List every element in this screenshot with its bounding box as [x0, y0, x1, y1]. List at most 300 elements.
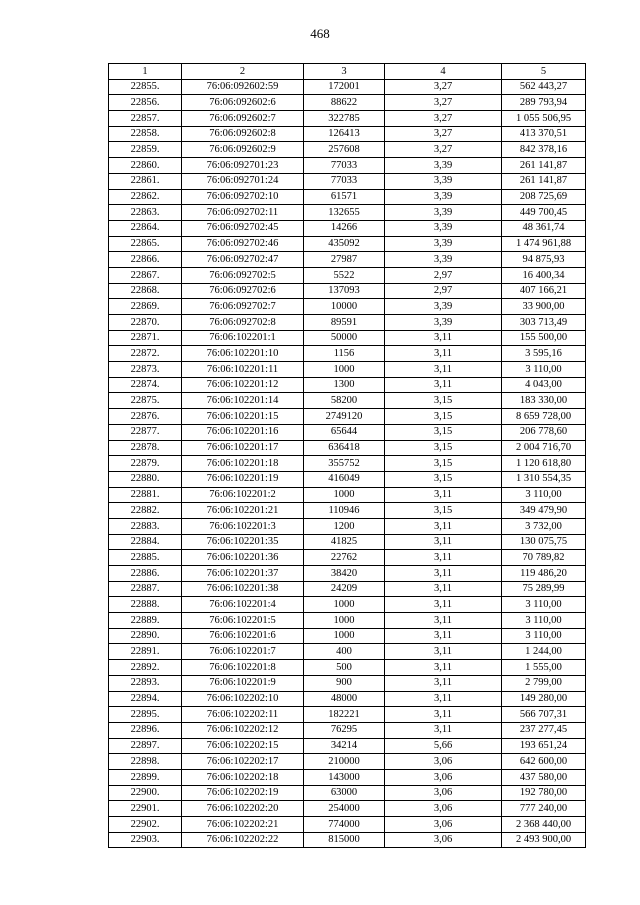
table-row: [109, 409, 586, 425]
cadastral-number-cell: 76:06:102201:14: [182, 393, 304, 409]
rate-cell: 3,11: [385, 691, 502, 707]
row-number-cell: 22871.: [109, 330, 182, 346]
cadastral-number-cell: 76:06:102201:5: [182, 613, 304, 629]
row-number-cell: 22897.: [109, 738, 182, 754]
table-row: [109, 785, 586, 801]
cadastral-number-cell: 76:06:092702:47: [182, 252, 304, 268]
row-number-cell: 22899.: [109, 769, 182, 785]
row-number-cell: 22885.: [109, 550, 182, 566]
value-cell: 261 141,87: [502, 158, 586, 174]
rate-cell: 3,15: [385, 456, 502, 472]
value-cell: 2 799,00: [502, 675, 586, 691]
area-cell: 636418: [304, 440, 385, 456]
table-row: [109, 283, 586, 299]
table-row: [109, 236, 586, 252]
rate-cell: 2,97: [385, 283, 502, 299]
value-cell: 349 479,90: [502, 503, 586, 519]
table-row: [109, 111, 586, 127]
cadastral-number-cell: 76:06:102201:36: [182, 550, 304, 566]
value-cell: 1 244,00: [502, 644, 586, 660]
cadastral-number-cell: 76:06:102201:9: [182, 675, 304, 691]
table-row: [109, 754, 586, 770]
table-row: [109, 173, 586, 189]
rate-cell: 3,39: [385, 299, 502, 315]
table-row: [109, 95, 586, 111]
rate-cell: 3,11: [385, 346, 502, 362]
area-cell: 182221: [304, 707, 385, 723]
value-cell: 566 707,31: [502, 707, 586, 723]
row-number-cell: 22879.: [109, 456, 182, 472]
area-cell: 172001: [304, 79, 385, 95]
area-cell: 416049: [304, 471, 385, 487]
table-row: [109, 330, 586, 346]
value-cell: 75 289,99: [502, 581, 586, 597]
area-cell: 1200: [304, 518, 385, 534]
row-number-cell: 22896.: [109, 722, 182, 738]
area-cell: 65644: [304, 424, 385, 440]
column-header-5: 5: [502, 64, 586, 80]
table-row: [109, 581, 586, 597]
cadastral-number-cell: 76:06:102201:18: [182, 456, 304, 472]
row-number-cell: 22872.: [109, 346, 182, 362]
area-cell: 500: [304, 660, 385, 676]
table-row: [109, 597, 586, 613]
value-cell: 1 474 961,88: [502, 236, 586, 252]
cadastral-number-cell: 76:06:102201:12: [182, 377, 304, 393]
row-number-cell: 22863.: [109, 205, 182, 221]
table-row: [109, 346, 586, 362]
rate-cell: 3,11: [385, 722, 502, 738]
row-number-cell: 22891.: [109, 644, 182, 660]
area-cell: 435092: [304, 236, 385, 252]
value-cell: 842 378,16: [502, 142, 586, 158]
rate-cell: 3,06: [385, 801, 502, 817]
area-cell: 1000: [304, 613, 385, 629]
row-number-cell: 22855.: [109, 79, 182, 95]
area-cell: 63000: [304, 785, 385, 801]
table-row: [109, 79, 586, 95]
cadastral-value-table: [108, 63, 586, 848]
rate-cell: 3,06: [385, 832, 502, 848]
table-row: [109, 126, 586, 142]
area-cell: 14266: [304, 220, 385, 236]
rate-cell: 3,27: [385, 126, 502, 142]
cadastral-number-cell: 76:06:092702:5: [182, 267, 304, 283]
rate-cell: 3,39: [385, 252, 502, 268]
rate-cell: 3,11: [385, 377, 502, 393]
table-row: [109, 220, 586, 236]
value-cell: 3 110,00: [502, 597, 586, 613]
cadastral-number-cell: 76:06:102202:20: [182, 801, 304, 817]
area-cell: 137093: [304, 283, 385, 299]
table-row: [109, 205, 586, 221]
rate-cell: 3,15: [385, 424, 502, 440]
value-cell: 642 600,00: [502, 754, 586, 770]
value-cell: 289 793,94: [502, 95, 586, 111]
cadastral-number-cell: 76:06:092602:6: [182, 95, 304, 111]
rate-cell: 3,15: [385, 393, 502, 409]
table-row: [109, 267, 586, 283]
table-row: [109, 675, 586, 691]
value-cell: 3 110,00: [502, 362, 586, 378]
value-cell: 449 700,45: [502, 205, 586, 221]
cadastral-number-cell: 76:06:102201:3: [182, 518, 304, 534]
value-cell: 208 725,69: [502, 189, 586, 205]
area-cell: 89591: [304, 315, 385, 331]
table-row: [109, 722, 586, 738]
row-number-cell: 22892.: [109, 660, 182, 676]
row-number-cell: 22867.: [109, 267, 182, 283]
area-cell: 143000: [304, 769, 385, 785]
cadastral-number-cell: 76:06:092701:23: [182, 158, 304, 174]
table-row: [109, 362, 586, 378]
area-cell: 1000: [304, 487, 385, 503]
table-row: [109, 550, 586, 566]
row-number-cell: 22883.: [109, 518, 182, 534]
rate-cell: 3,06: [385, 769, 502, 785]
row-number-cell: 22900.: [109, 785, 182, 801]
cadastral-number-cell: 76:06:102201:38: [182, 581, 304, 597]
table-row: [109, 393, 586, 409]
table-row: [109, 471, 586, 487]
row-number-cell: 22864.: [109, 220, 182, 236]
value-cell: 3 732,00: [502, 518, 586, 534]
value-cell: 16 400,34: [502, 267, 586, 283]
rate-cell: 3,15: [385, 409, 502, 425]
value-cell: 1 310 554,35: [502, 471, 586, 487]
rate-cell: 3,39: [385, 189, 502, 205]
table-row: [109, 801, 586, 817]
cadastral-number-cell: 76:06:092602:7: [182, 111, 304, 127]
cadastral-number-cell: 76:06:092602:8: [182, 126, 304, 142]
cadastral-number-cell: 76:06:092702:11: [182, 205, 304, 221]
column-number-header-row: [109, 64, 586, 80]
value-cell: 437 580,00: [502, 769, 586, 785]
area-cell: 76295: [304, 722, 385, 738]
area-cell: 900: [304, 675, 385, 691]
row-number-cell: 22887.: [109, 581, 182, 597]
row-number-cell: 22886.: [109, 566, 182, 582]
area-cell: 110946: [304, 503, 385, 519]
row-number-cell: 22895.: [109, 707, 182, 723]
row-number-cell: 22882.: [109, 503, 182, 519]
value-cell: 33 900,00: [502, 299, 586, 315]
cadastral-number-cell: 76:06:102202:18: [182, 769, 304, 785]
value-cell: 261 141,87: [502, 173, 586, 189]
area-cell: 1300: [304, 377, 385, 393]
rate-cell: 3,27: [385, 142, 502, 158]
cadastral-number-cell: 76:06:102202:11: [182, 707, 304, 723]
rate-cell: 3,11: [385, 487, 502, 503]
rate-cell: 3,15: [385, 471, 502, 487]
row-number-cell: 22902.: [109, 817, 182, 833]
value-cell: 70 789,82: [502, 550, 586, 566]
table-row: [109, 456, 586, 472]
table-row: [109, 660, 586, 676]
column-header-3: 3: [304, 64, 385, 80]
cadastral-number-cell: 76:06:102201:37: [182, 566, 304, 582]
value-cell: 3 110,00: [502, 613, 586, 629]
cadastral-number-cell: 76:06:102201:10: [182, 346, 304, 362]
rate-cell: 3,39: [385, 236, 502, 252]
row-number-cell: 22875.: [109, 393, 182, 409]
cadastral-number-cell: 76:06:102201:17: [182, 440, 304, 456]
table-row: [109, 189, 586, 205]
cadastral-number-cell: 76:06:102201:8: [182, 660, 304, 676]
table-row: [109, 707, 586, 723]
rate-cell: 3,39: [385, 220, 502, 236]
value-cell: 2 368 440,00: [502, 817, 586, 833]
area-cell: 22762: [304, 550, 385, 566]
rate-cell: 3,06: [385, 785, 502, 801]
area-cell: 27987: [304, 252, 385, 268]
area-cell: 24209: [304, 581, 385, 597]
area-cell: 77033: [304, 173, 385, 189]
value-cell: 1 555,00: [502, 660, 586, 676]
rate-cell: 3,39: [385, 205, 502, 221]
cadastral-number-cell: 76:06:102202:15: [182, 738, 304, 754]
rate-cell: 5,66: [385, 738, 502, 754]
cadastral-number-cell: 76:06:102202:22: [182, 832, 304, 848]
table-row: [109, 769, 586, 785]
area-cell: 815000: [304, 832, 385, 848]
cadastral-number-cell: 76:06:102201:1: [182, 330, 304, 346]
rate-cell: 3,39: [385, 158, 502, 174]
table-row: [109, 832, 586, 848]
column-header-4: 4: [385, 64, 502, 80]
rate-cell: 3,11: [385, 534, 502, 550]
area-cell: 774000: [304, 817, 385, 833]
row-number-cell: 22859.: [109, 142, 182, 158]
rate-cell: 3,11: [385, 707, 502, 723]
rate-cell: 3,27: [385, 79, 502, 95]
cadastral-number-cell: 76:06:102201:15: [182, 409, 304, 425]
cadastral-number-cell: 76:06:092702:8: [182, 315, 304, 331]
value-cell: 155 500,00: [502, 330, 586, 346]
rate-cell: 3,11: [385, 330, 502, 346]
value-cell: 2 004 716,70: [502, 440, 586, 456]
row-number-cell: 22876.: [109, 409, 182, 425]
rate-cell: 3,11: [385, 362, 502, 378]
row-number-cell: 22877.: [109, 424, 182, 440]
rate-cell: 3,11: [385, 566, 502, 582]
cadastral-number-cell: 76:06:102202:19: [182, 785, 304, 801]
row-number-cell: 22903.: [109, 832, 182, 848]
row-number-cell: 22866.: [109, 252, 182, 268]
rate-cell: 3,15: [385, 503, 502, 519]
area-cell: 257608: [304, 142, 385, 158]
area-cell: 126413: [304, 126, 385, 142]
row-number-cell: 22860.: [109, 158, 182, 174]
value-cell: 4 043,00: [502, 377, 586, 393]
rate-cell: 3,39: [385, 315, 502, 331]
cadastral-number-cell: 76:06:102201:21: [182, 503, 304, 519]
area-cell: 355752: [304, 456, 385, 472]
rate-cell: 3,11: [385, 550, 502, 566]
cadastral-number-cell: 76:06:102202:17: [182, 754, 304, 770]
row-number-cell: 22868.: [109, 283, 182, 299]
cadastral-number-cell: 76:06:092702:46: [182, 236, 304, 252]
value-cell: 407 166,21: [502, 283, 586, 299]
cadastral-number-cell: 76:06:092602:9: [182, 142, 304, 158]
value-cell: 193 651,24: [502, 738, 586, 754]
row-number-cell: 22874.: [109, 377, 182, 393]
table-row: [109, 613, 586, 629]
area-cell: 77033: [304, 158, 385, 174]
area-cell: 322785: [304, 111, 385, 127]
area-cell: 2749120: [304, 409, 385, 425]
rate-cell: 3,27: [385, 111, 502, 127]
row-number-cell: 22884.: [109, 534, 182, 550]
table-row: [109, 503, 586, 519]
value-cell: 2 493 900,00: [502, 832, 586, 848]
row-number-cell: 22901.: [109, 801, 182, 817]
rate-cell: 3,39: [385, 173, 502, 189]
rate-cell: 3,11: [385, 613, 502, 629]
rate-cell: 3,11: [385, 628, 502, 644]
table-row: [109, 644, 586, 660]
cadastral-number-cell: 76:06:102201:35: [182, 534, 304, 550]
value-cell: 48 361,74: [502, 220, 586, 236]
area-cell: 254000: [304, 801, 385, 817]
value-cell: 562 443,27: [502, 79, 586, 95]
value-cell: 303 713,49: [502, 315, 586, 331]
cadastral-number-cell: 76:06:092602:59: [182, 79, 304, 95]
table-row: [109, 299, 586, 315]
table-row: [109, 738, 586, 754]
rate-cell: 3,11: [385, 660, 502, 676]
row-number-cell: 22858.: [109, 126, 182, 142]
table-row: [109, 817, 586, 833]
rate-cell: 3,11: [385, 644, 502, 660]
area-cell: 58200: [304, 393, 385, 409]
area-cell: 48000: [304, 691, 385, 707]
value-cell: 237 277,45: [502, 722, 586, 738]
cadastral-number-cell: 76:06:102202:21: [182, 817, 304, 833]
row-number-cell: 22870.: [109, 315, 182, 331]
rate-cell: 3,15: [385, 440, 502, 456]
rate-cell: 3,11: [385, 675, 502, 691]
cadastral-number-cell: 76:06:092702:45: [182, 220, 304, 236]
value-cell: 183 330,00: [502, 393, 586, 409]
value-cell: 119 486,20: [502, 566, 586, 582]
cadastral-number-cell: 76:06:092702:7: [182, 299, 304, 315]
area-cell: 1000: [304, 628, 385, 644]
table-body: [109, 79, 586, 848]
cadastral-number-cell: 76:06:102201:4: [182, 597, 304, 613]
area-cell: 41825: [304, 534, 385, 550]
area-cell: 34214: [304, 738, 385, 754]
row-number-cell: 22898.: [109, 754, 182, 770]
table-row: [109, 518, 586, 534]
value-cell: 130 075,75: [502, 534, 586, 550]
area-cell: 1156: [304, 346, 385, 362]
cadastral-number-cell: 76:06:102201:11: [182, 362, 304, 378]
table-row: [109, 424, 586, 440]
value-cell: 94 875,93: [502, 252, 586, 268]
table-row: [109, 377, 586, 393]
table-row: [109, 158, 586, 174]
area-cell: 132655: [304, 205, 385, 221]
area-cell: 400: [304, 644, 385, 660]
column-header-2: 2: [182, 64, 304, 80]
value-cell: 1 055 506,95: [502, 111, 586, 127]
row-number-cell: 22893.: [109, 675, 182, 691]
row-number-cell: 22881.: [109, 487, 182, 503]
area-cell: 88622: [304, 95, 385, 111]
table-row: [109, 142, 586, 158]
area-cell: 1000: [304, 597, 385, 613]
cadastral-number-cell: 76:06:102201:19: [182, 471, 304, 487]
area-cell: 5522: [304, 267, 385, 283]
row-number-cell: 22856.: [109, 95, 182, 111]
row-number-cell: 22888.: [109, 597, 182, 613]
row-number-cell: 22889.: [109, 613, 182, 629]
cadastral-number-cell: 76:06:102201:16: [182, 424, 304, 440]
row-number-cell: 22873.: [109, 362, 182, 378]
value-cell: 3 595,16: [502, 346, 586, 362]
row-number-cell: 22890.: [109, 628, 182, 644]
rate-cell: 3,11: [385, 597, 502, 613]
column-header-1: 1: [109, 64, 182, 80]
row-number-cell: 22862.: [109, 189, 182, 205]
area-cell: 210000: [304, 754, 385, 770]
row-number-cell: 22865.: [109, 236, 182, 252]
rate-cell: 3,27: [385, 95, 502, 111]
cadastral-number-cell: 76:06:092701:24: [182, 173, 304, 189]
cadastral-number-cell: 76:06:102201:6: [182, 628, 304, 644]
area-cell: 61571: [304, 189, 385, 205]
area-cell: 38420: [304, 566, 385, 582]
value-cell: 149 280,00: [502, 691, 586, 707]
area-cell: 10000: [304, 299, 385, 315]
table-row: [109, 487, 586, 503]
rate-cell: 3,11: [385, 581, 502, 597]
cadastral-number-cell: 76:06:102202:12: [182, 722, 304, 738]
table-row: [109, 534, 586, 550]
cadastral-number-cell: 76:06:102202:10: [182, 691, 304, 707]
value-cell: 3 110,00: [502, 628, 586, 644]
row-number-cell: 22869.: [109, 299, 182, 315]
area-cell: 1000: [304, 362, 385, 378]
rate-cell: 3,11: [385, 518, 502, 534]
row-number-cell: 22861.: [109, 173, 182, 189]
rate-cell: 2,97: [385, 267, 502, 283]
value-cell: 413 370,51: [502, 126, 586, 142]
table-row: [109, 691, 586, 707]
value-cell: 192 780,00: [502, 785, 586, 801]
table-row: [109, 252, 586, 268]
area-cell: 50000: [304, 330, 385, 346]
value-cell: 777 240,00: [502, 801, 586, 817]
cadastral-number-cell: 76:06:102201:7: [182, 644, 304, 660]
row-number-cell: 22857.: [109, 111, 182, 127]
table-row: [109, 440, 586, 456]
value-cell: 206 778,60: [502, 424, 586, 440]
cadastral-number-cell: 76:06:102201:2: [182, 487, 304, 503]
row-number-cell: 22894.: [109, 691, 182, 707]
value-cell: 1 120 618,80: [502, 456, 586, 472]
cadastral-number-cell: 76:06:092702:6: [182, 283, 304, 299]
table-row: [109, 628, 586, 644]
table-row: [109, 566, 586, 582]
rate-cell: 3,06: [385, 817, 502, 833]
value-cell: 8 659 728,00: [502, 409, 586, 425]
table-row: [109, 315, 586, 331]
page-number: 468: [310, 26, 330, 41]
cadastral-number-cell: 76:06:092702:10: [182, 189, 304, 205]
rate-cell: 3,06: [385, 754, 502, 770]
